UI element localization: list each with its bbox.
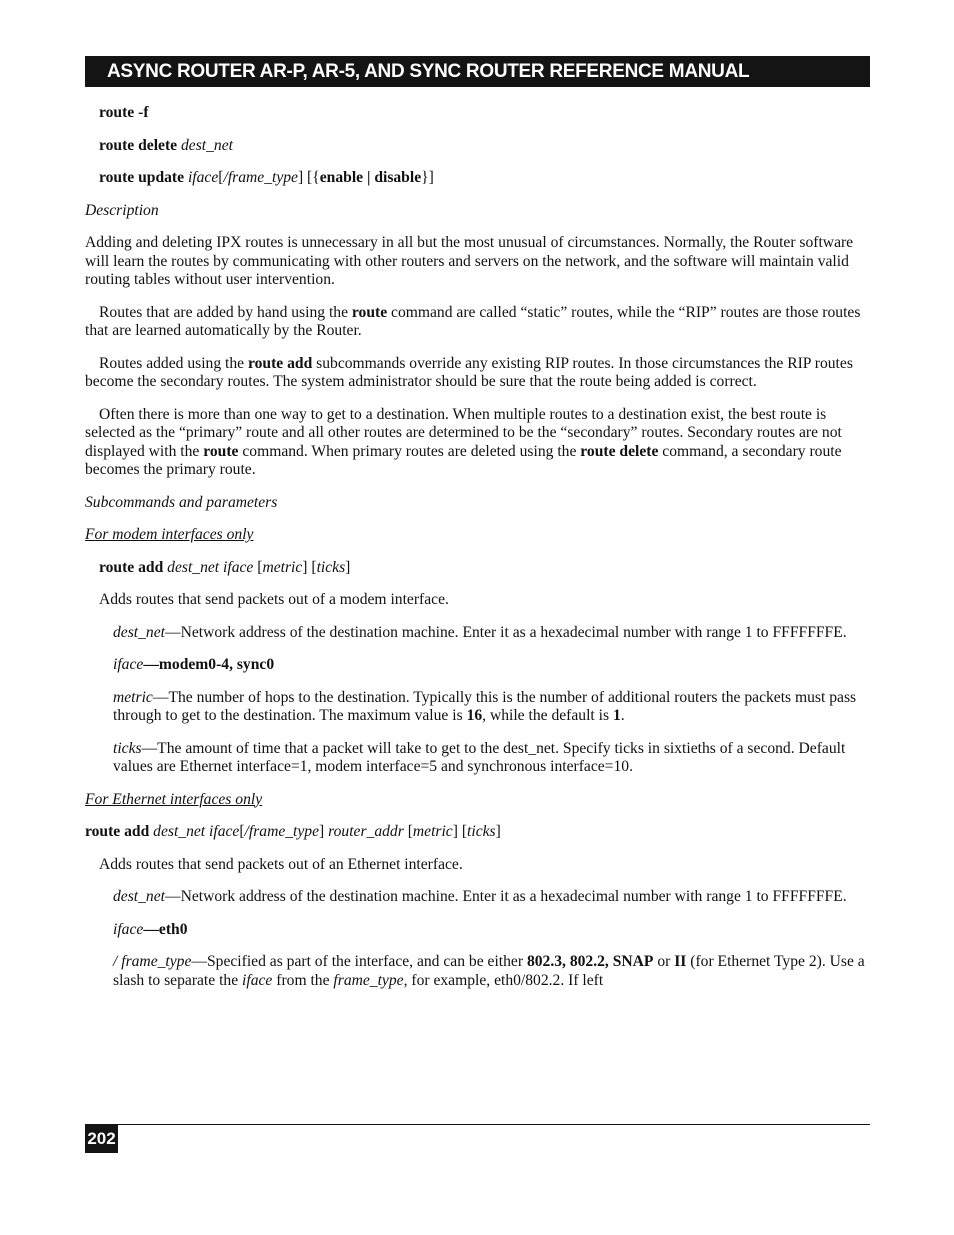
page-content <box>85 104 870 1004</box>
ethernet-route-add-description: Adds routes that send packets out of an Ethernet interface. <box>99 855 463 873</box>
ethernet-param-frame-type: / frame_type—Specified as part of the interface, and can be either 802.3, 802.2, SNAP or II (for Ethernet Type 2). Use a slash to separate the iface from the frame_type, for example, eth0/802.2. If left <box>113 953 865 989</box>
ethernet-param-iface: iface—eth0 <box>113 920 188 938</box>
modem-param-dest-net: dest_net—Network address of the destination machine. Enter it as a hexadecimal number with range 1 to FFFFFFFE. <box>113 623 847 641</box>
modem-route-add-description: Adds routes that send packets out of a modem interface. <box>99 591 449 608</box>
syntax-route-update: route update iface[/frame_type] [{enable | disable}] <box>99 169 434 186</box>
modem-param-metric: metric—The number of hops to the destination. Typically this is the number of additional routers the packets must pass through to get to the destination. The maximum value is 16, while the default is 1. <box>113 688 857 724</box>
modem-route-add-syntax: route add dest_net iface [metric] [ticks] <box>99 558 351 576</box>
description-paragraph-3: Routes added using the route add subcommands override any existing RIP routes. In those circumstances the RIP routes become the secondary routes. The system administrator should be sure that the route being added is correct. <box>85 354 853 390</box>
page-number: 202 <box>85 1125 118 1153</box>
modem-param-iface: iface—modem0-4, sync0 <box>113 656 275 673</box>
description-paragraph-1: Adding and deleting IPX routes is unnecessary in all but the most unusual of circumstances. Normally, the Router software will learn the routes by communicating with other routers and servers on the network, and the software will maintain valid routing tables without user intervention. <box>85 234 854 288</box>
footer-rule <box>85 1124 870 1125</box>
ethernet-route-add-syntax: route add dest_net iface[/frame_type] router_addr [metric] [ticks] <box>85 823 501 840</box>
modem-section-heading: For modem interfaces only <box>85 526 254 543</box>
ethernet-param-dest-net: dest_net—Network address of the destination machine. Enter it as a hexadecimal number with range 1 to FFFFFFFE. <box>113 888 847 905</box>
ethernet-section-heading: For Ethernet interfaces only <box>85 790 263 808</box>
description-heading: Description <box>85 201 159 219</box>
running-header: ASYNC ROUTER AR-P, AR-5, AND SYNC ROUTER REFERENCE MANUAL <box>85 56 870 87</box>
syntax-route-delete: route delete dest_net <box>99 136 233 154</box>
modem-param-ticks: ticks—The amount of time that a packet will take to get to the dest_net. Specify ticks in sixtieths of a second. Default values are Ethernet interface=1, modem interface=5 and synchronous interface=10. <box>113 739 846 775</box>
description-paragraph-4: Often there is more than one way to get to a destination. When multiple routes to a destination exist, the best route is selected as the “primary” route and all other routes are determined to be the “secondary” routes. Secondary routes are not displayed with the route command. When primary routes are deleted using the route delete command, a secondary route becomes the primary route. <box>85 405 842 478</box>
syntax-route-flush: route -f <box>99 104 149 121</box>
subcommands-heading: Subcommands and parameters <box>85 493 278 511</box>
description-paragraph-2: Routes that are added by hand using the route command are called “static” routes, while the “RIP” routes are those routes that are learned automatically by the Router. <box>85 303 861 339</box>
